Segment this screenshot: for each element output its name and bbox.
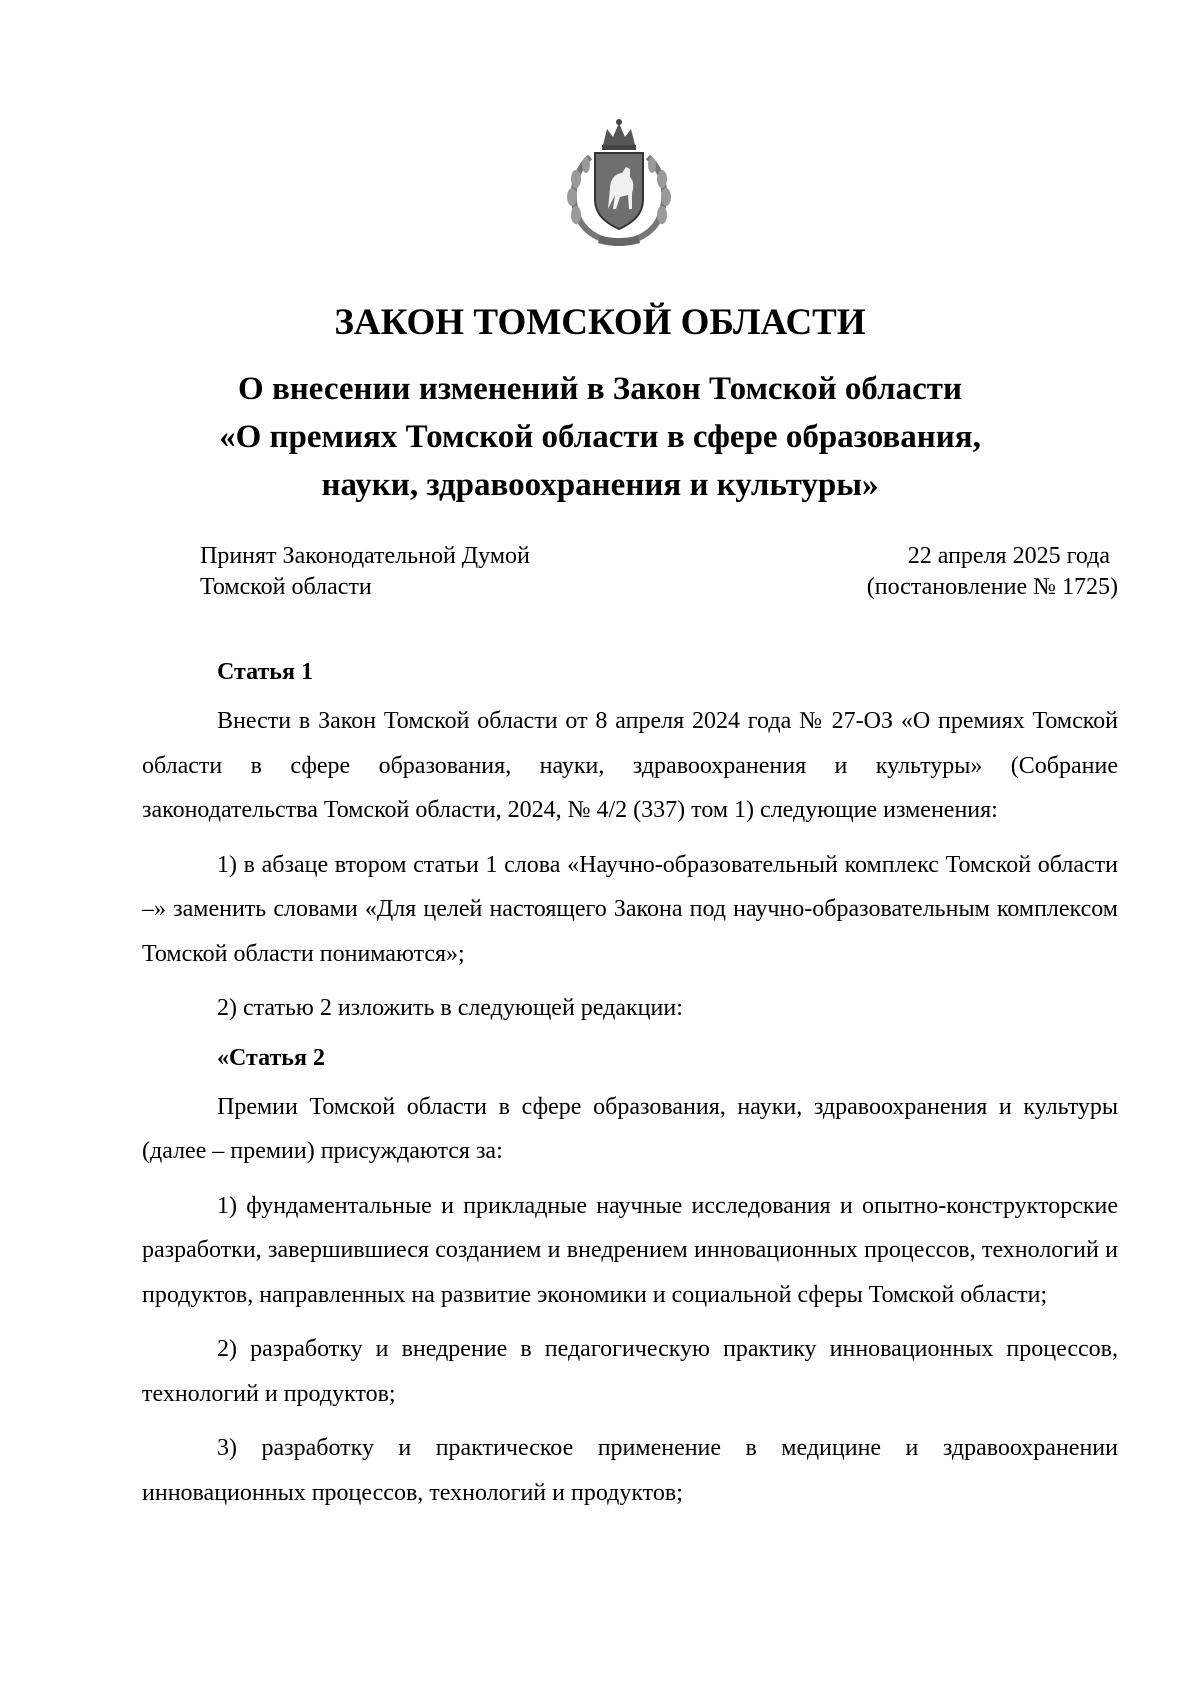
adopted-date <box>867 541 1118 603</box>
adopted-by-line: Принят Законодательной Думой <box>200 543 530 569</box>
subheading-line: науки, здравоохранения и культуры» <box>321 467 879 503</box>
paragraph: Внести в Закон Томской области от 8 апреля 2024 года № 27-ОЗ «О премиях Томской области в сфере образования, науки, здравоохранения и культуры» (Собрание законодательства Томской области, 2024, № 4/2 (337) том 1) следующие изменения: <box>142 708 1118 823</box>
law-subheading <box>0 365 1200 509</box>
adopted-date-line: 22 апреля 2025 года <box>907 543 1110 569</box>
article-1-title: Статья 1 <box>217 659 313 685</box>
paragraph: 2) статью 2 изложить в следующей редакции: <box>217 995 683 1021</box>
document-body <box>142 655 1118 1525</box>
paragraph: Премии Томской области в сфере образования, науки, здравоохранения и культуры (далее – премии) присуждаются за: <box>142 1093 1118 1164</box>
adopted-by <box>200 541 530 603</box>
paragraph: 3) разработку и практическое применение в медицине и здравоохранении инновационных процессов, технологий и продуктов; <box>142 1435 1118 1506</box>
article-2-title: «Статья 2 <box>217 1044 325 1071</box>
law-heading: ЗАКОН ТОМСКОЙ ОБЛАСТИ <box>334 302 866 343</box>
paragraph: 1) в абзаце втором статьи 1 слова «Научно-образовательный комплекс Томской области –» заменить словами «Для целей настоящего Закона под научно-образовательным комплексом Томской области понимаются»; <box>142 851 1118 967</box>
adopted-by-line: Томской области <box>200 574 372 600</box>
subheading-line: О внесении изменений в Закон Томской области <box>238 371 962 407</box>
paragraph: 1) фундаментальные и прикладные научные исследования и опытно-конструкторские разработки, завершившиеся созданием и внедрением инновационных процессов, технологий и продуктов, направленных на развитие экономики и социальной сферы Томской области; <box>142 1192 1118 1308</box>
subheading-line: «О премиях Томской области в сфере образования, <box>219 419 981 455</box>
paragraph: 2) разработку и внедрение в педагогическую практику инновационных процессов, технологий и продуктов; <box>142 1336 1118 1407</box>
resolution-number: (постановление № 1725) <box>866 574 1118 600</box>
coat-of-arms-icon <box>560 117 678 249</box>
